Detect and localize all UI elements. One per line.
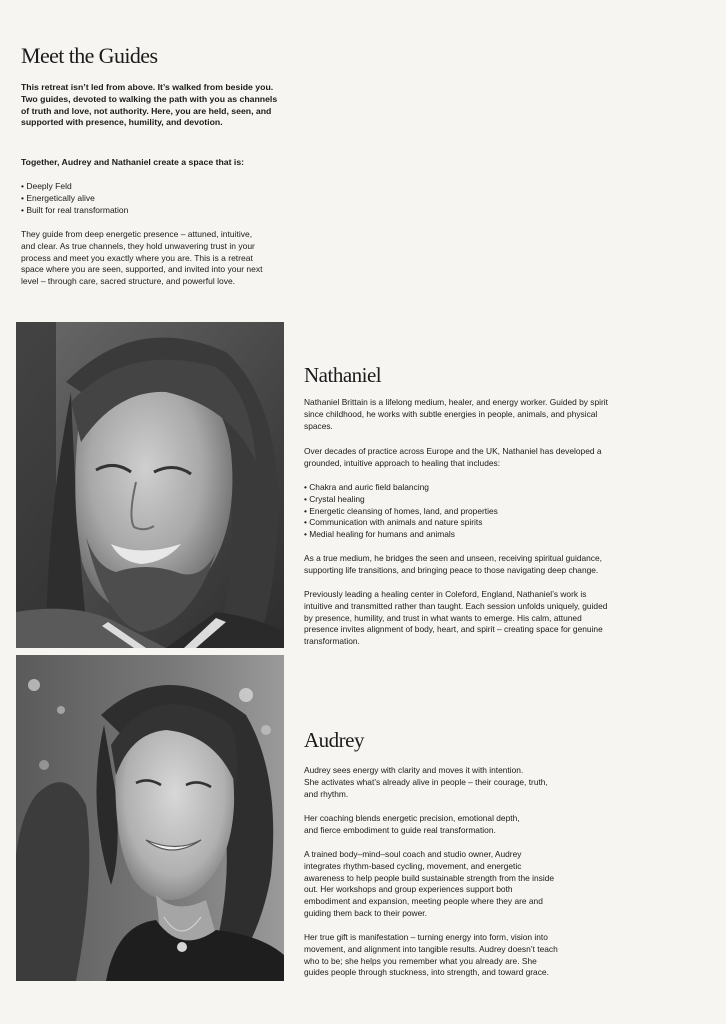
text-line: grounded, intuitive approach to healing that includes:	[304, 457, 501, 468]
text-line: Audrey sees energy with clarity and moves it with intention.	[304, 765, 524, 775]
text-line: out. Her workshops and group experiences support both	[304, 884, 513, 895]
text-line: transformation.	[304, 636, 360, 647]
list-item: • Communication with animals and nature spirits	[304, 517, 483, 528]
list-item: • Energetic cleansing of homes, land, and properties	[304, 505, 498, 516]
nathaniel-name: Nathaniel	[304, 363, 382, 387]
list-item: • Built for real transformation	[21, 204, 129, 215]
text-line: spaces.	[304, 420, 333, 431]
list-item: • Crystal healing	[304, 493, 365, 504]
text-line: space where you are seen, supported, and invited into your next	[21, 264, 263, 275]
text-line: and rhythm.	[304, 788, 349, 799]
text-line: She activates what’s already alive in people – their courage, truth,	[304, 776, 548, 787]
text-line: by presence, humility, and trust in what wants to emerge. His calm, attuned	[304, 612, 582, 623]
audrey-bio-p1	[304, 765, 548, 800]
intro-statement	[21, 82, 296, 129]
nathaniel-photo	[16, 322, 284, 648]
text-line: Her coaching blends energetic precision, emotional depth,	[304, 813, 520, 823]
list-item: • Chakra and auric field balancing	[304, 482, 429, 492]
text-line: This retreat isn’t led from above. It’s walked from beside you.	[21, 82, 274, 92]
intro-paragraph	[21, 229, 281, 288]
text-line: Previously leading a healing center in Coleford, England, Nathaniel’s work is	[304, 589, 587, 599]
text-line: awareness to help people build sustainable strength from the inside	[304, 872, 555, 883]
text-line: presence invites alignment of body, heart, and spirit – creating space for genuine	[304, 624, 603, 635]
text-line: embodiment and expansion, meeting people where they are and	[304, 896, 543, 907]
list-item: • Energetically alive	[21, 192, 95, 203]
nathaniel-bio-p2	[304, 446, 602, 470]
nathaniel-bio-p1	[304, 397, 608, 432]
text-line: movement, and alignment into tangible results. Audrey doesn’t teach	[304, 943, 558, 954]
text-line: intuitive and transmitted rather than taught. Each session unfolds uniquely, guided	[304, 600, 608, 611]
list-item: • Medial healing for humans and animals	[304, 529, 455, 540]
list-item: • Deeply Feld	[21, 181, 72, 191]
nathaniel-bio-p3	[304, 553, 602, 577]
together-heading: Together, Audrey and Nathaniel create a space that is:	[21, 157, 245, 167]
text-line: Over decades of practice across Europe and the UK, Nathaniel has developed a	[304, 446, 602, 456]
nathaniel-practices-list	[304, 482, 498, 541]
text-line: and fierce embodiment to guide real transformation.	[304, 824, 496, 835]
text-line: As a true medium, he bridges the seen and unseen, receiving spiritual guidance,	[304, 553, 602, 563]
text-line: Her true gift is manifestation – turning energy into form, vision into	[304, 932, 548, 942]
space-qualities-list	[21, 181, 128, 216]
text-line: process and meet you exactly where you are. This is a retreat	[21, 252, 253, 263]
text-line: Nathaniel Brittain is a lifelong medium, healer, and energy worker. Guided by spirit	[304, 397, 608, 407]
text-line: supporting life transitions, and bringing peace to those navigating deep change.	[304, 564, 599, 575]
page-title: Meet the Guides	[21, 43, 158, 68]
audrey-bio-p4	[304, 932, 558, 979]
audrey-name: Audrey	[304, 728, 364, 752]
text-line: They guide from deep energetic presence – attuned, intuitive,	[21, 229, 253, 239]
text-line: and clear. As true channels, they hold unwavering trust in your	[21, 240, 255, 251]
text-line: Two guides, devoted to walking the path with you as channels	[21, 93, 278, 104]
audrey-bio-p3	[304, 849, 554, 920]
audrey-photo	[16, 655, 284, 981]
text-line: integrates rhythm-based cycling, movement, and energetic	[304, 860, 522, 871]
nathaniel-bio-p4	[304, 589, 607, 648]
text-line: who to be; she helps you remember what you already are. She	[304, 955, 537, 966]
text-line: since childhood, he works with subtle energies in people, animals, and physical	[304, 408, 598, 419]
text-line: level – through care, sacred structure, and powerful love.	[21, 276, 236, 287]
text-line: guiding them back to their power.	[304, 907, 427, 918]
text-line: supported with presence, humility, and devotion.	[21, 117, 223, 128]
audrey-bio-p2	[304, 813, 520, 837]
text-line: of truth and love, not authority. Here, you are held, seen, and	[21, 105, 272, 116]
text-line: guides people through stuckness, into strength, and toward grace.	[304, 967, 549, 978]
text-line: A trained body–mind–soul coach and studio owner, Audrey	[304, 849, 522, 859]
